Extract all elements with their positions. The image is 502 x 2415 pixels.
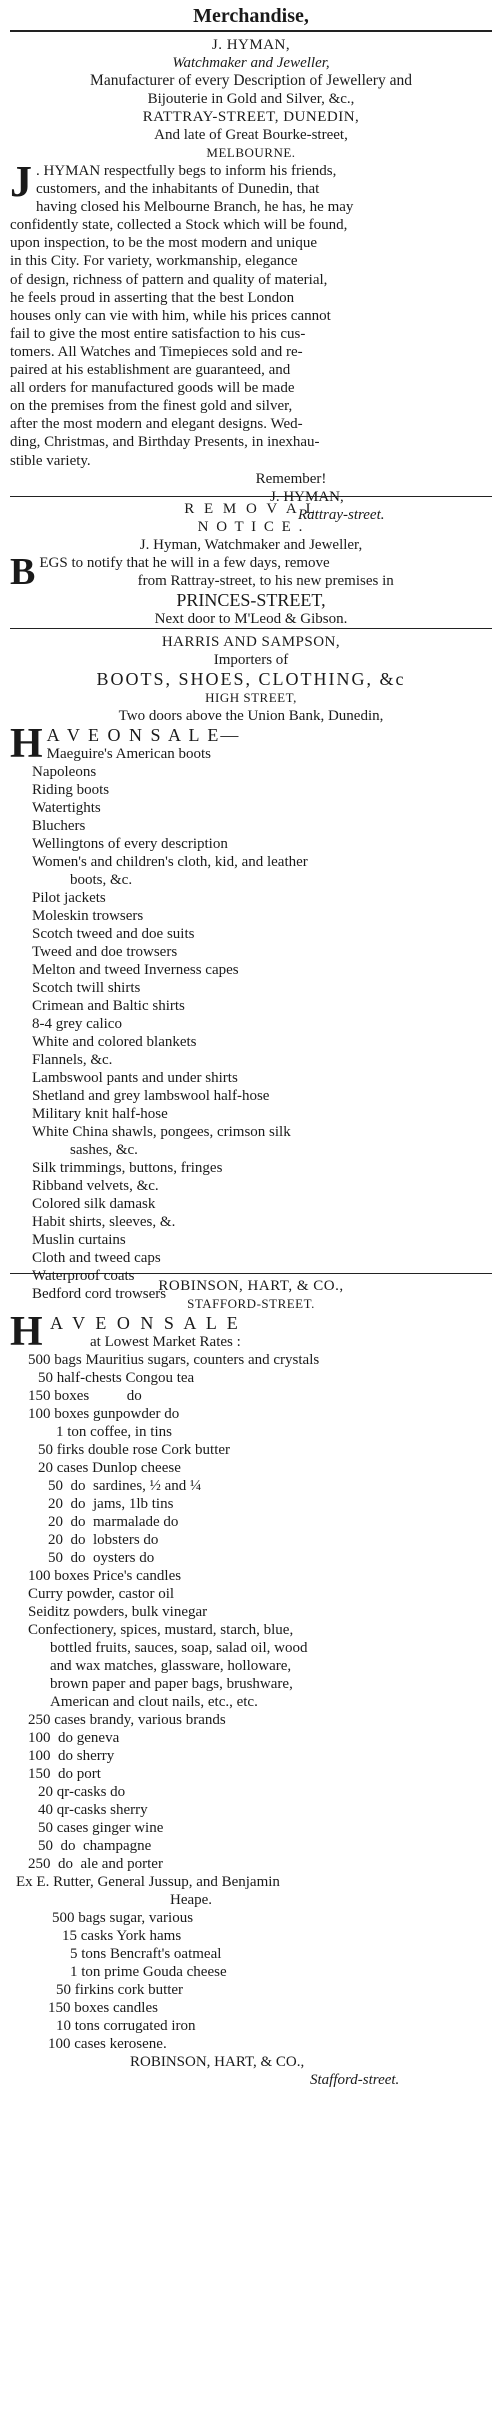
list-item: 500 bags Mauritius sugars, counters and crystals	[28, 1352, 320, 1368]
list-item: Maeguire's American boots	[46, 746, 211, 762]
list-item: 150 boxes do	[28, 1388, 142, 1404]
have-on-sale: A V E O N S A L E—	[46, 725, 241, 745]
body-line: customers, and the inhabitants of Dunedin, that	[36, 181, 320, 198]
advertiser-name: J. HYMAN,	[211, 37, 291, 53]
list-item: Scotch tweed and doe suits	[32, 926, 195, 942]
body-line: houses only can vie with him, while his prices cannot	[10, 307, 331, 324]
list-item: 50 firkins cork butter	[56, 1982, 184, 1998]
robinson-hart-advertisement	[10, 1274, 492, 2357]
notice-from: J. Hyman, Watchmaker and Jeweller,	[139, 537, 363, 553]
list-item: 50 cases ginger wine	[38, 1820, 164, 1836]
list-item: 20 do marmalade do	[48, 1514, 179, 1530]
firm-street: STAFFORD-STREET.	[187, 1296, 315, 1311]
list-item: sashes, &c.	[70, 1142, 138, 1158]
firm-role: Importers of	[213, 652, 289, 668]
body-line: after the most modern and elegant designs. Wed-	[10, 416, 303, 433]
list-item: 50 do champagne	[38, 1838, 152, 1854]
body-line: upon inspection, to be the most modern and unique	[10, 235, 318, 252]
list-item: Colored silk damask	[32, 1196, 156, 1212]
list-item: 100 do geneva	[28, 1730, 120, 1746]
firm-name: HARRIS AND SAMPSON,	[161, 634, 341, 650]
list-item: Moleskin trowsers	[32, 908, 144, 924]
list-item: Bedford cord trowsers	[32, 1286, 167, 1302]
signature-name: J. HYMAN,	[270, 488, 344, 505]
list-item: 20 cases Dunlop cheese	[38, 1460, 181, 1476]
signature-street: Rattray-street.	[298, 506, 385, 523]
list-item: 50 half-chests Congou tea	[38, 1370, 195, 1386]
advertiser-description-cont: Bijouterie in Gold and Silver, &c.,	[147, 91, 355, 107]
list-item: Silk trimmings, buttons, fringes	[32, 1160, 223, 1176]
list-item: Heape.	[170, 1892, 213, 1908]
list-item: 8-4 grey calico	[32, 1016, 122, 1032]
body-line: in this City. For variety, workmanship, elegance	[10, 253, 298, 270]
list-item: bottled fruits, sauces, soap, salad oil, wood	[50, 1640, 308, 1656]
have-on-sale: A V E O N S A L E	[50, 1313, 241, 1333]
advertiser-address: RATTRAY-STREET, DUNEDIN,	[142, 109, 360, 125]
body-lines	[10, 180, 492, 470]
list-item: boots, &c.	[70, 872, 133, 888]
advertiser-description: Manufacturer of every Description of Jewellery and	[90, 72, 412, 89]
advertiser-address-late: And late of Great Bourke-street,	[154, 127, 348, 143]
list-item: 100 boxes gunpowder do	[28, 1406, 180, 1422]
body-line: all orders for manufactured goods will be made	[10, 380, 295, 397]
list-item: 100 cases kerosene.	[48, 2036, 167, 2052]
notice-title: R E M O V A L	[184, 501, 318, 517]
list-item: Napoleons	[32, 764, 97, 780]
body-line: confidently state, collected a Stock which will be found,	[10, 217, 348, 234]
list-item: 50 firks double rose Cork butter	[38, 1442, 231, 1458]
list-item: brown paper and paper bags, brushware,	[50, 1676, 293, 1692]
list-item: Habit shirts, sleeves, &.	[32, 1214, 176, 1230]
list-item: 1 ton prime Gouda cheese	[70, 1964, 227, 1980]
remember-note: Remember!	[255, 470, 327, 487]
new-premises: PRINCES-STREET,	[176, 590, 326, 611]
signature-street: Stafford-street.	[310, 2072, 400, 2088]
list-item: Seiditz powders, bulk vinegar	[28, 1604, 208, 1620]
removal-notice	[10, 497, 492, 628]
body-line: fail to give the most entire satisfaction to his cus-	[10, 325, 306, 342]
list-item: 20 do lobsters do	[48, 1532, 159, 1548]
body-line: he feels proud in asserting that the best London	[10, 289, 295, 306]
body-line: having closed his Melbourne Branch, he has, he may	[36, 199, 354, 216]
drop-capital: J	[10, 157, 32, 206]
advertisement-body	[10, 157, 492, 470]
firm-location: Two doors above the Union Bank, Dunedin,	[118, 708, 384, 724]
body-line: . HYMAN respectfully begs to inform his friends,	[36, 163, 337, 179]
drop-capital: H	[10, 721, 43, 767]
list-item: 5 tons Bencraft's oatmeal	[70, 1946, 222, 1962]
signature-name: ROBINSON, HART, & CO.,	[130, 2054, 305, 2070]
body-line: on the premises from the finest gold and silver,	[10, 398, 293, 415]
list-item: White China shawls, pongees, crimson silk	[32, 1124, 291, 1140]
list-item: Shetland and grey lambswool half-hose	[32, 1088, 270, 1104]
sale-header	[10, 721, 492, 767]
list-item: 100 boxes Price's candles	[28, 1568, 182, 1584]
list-item: 20 qr-casks do	[38, 1784, 126, 1800]
body-line: stible variety.	[10, 452, 91, 469]
list-item: 1 ton coffee, in tins	[56, 1424, 172, 1440]
list-item: Tweed and doe trowsers	[32, 944, 178, 960]
premises-location: Next door to M'Leod & Gibson.	[154, 611, 348, 628]
list-item: Crimean and Baltic shirts	[32, 998, 185, 1014]
list-item: White and colored blankets	[32, 1034, 197, 1050]
drop-capital: H	[10, 1309, 43, 1355]
advertiser-city: MELBOURNE.	[206, 145, 296, 160]
list-item: Muslin curtains	[32, 1232, 126, 1248]
firm-goods: BOOTS, SHOES, CLOTHING, &c	[96, 669, 406, 689]
advertiser-trade: Watchmaker and Jeweller,	[172, 55, 330, 71]
sale-header	[10, 1309, 492, 1355]
list-item: American and clout nails, etc., etc.	[50, 1694, 258, 1710]
firm-street: HIGH STREET,	[205, 690, 297, 705]
list-item: Women's and children's cloth, kid, and leather	[32, 854, 308, 870]
list-item: Ribband velvets, &c.	[32, 1178, 159, 1194]
body-line: from Rattray-street, to his new premises in	[137, 573, 394, 590]
list-item: 20 do jams, 1lb tins	[48, 1496, 174, 1512]
drop-capital: B	[10, 551, 36, 593]
list-item: Military knit half-hose	[32, 1106, 168, 1122]
list-item: 50 do sardines, ½ and ¼	[48, 1478, 202, 1494]
list-item: 40 qr-casks sherry	[38, 1802, 148, 1818]
list-item: Lambswool pants and under shirts	[32, 1070, 238, 1086]
list-item: 15 casks York hams	[62, 1928, 182, 1944]
list-item: Riding boots	[32, 782, 110, 798]
list-item: Curry powder, castor oil	[28, 1586, 175, 1602]
goods-list	[10, 1351, 492, 2053]
list-item: Watertights	[32, 800, 101, 816]
notice-body	[10, 551, 492, 593]
list-item: Flannels, &c.	[32, 1052, 113, 1068]
list-item: Scotch twill shirts	[32, 980, 141, 996]
list-item: 150 boxes candles	[48, 2000, 158, 2016]
goods-list	[10, 763, 492, 1303]
body-line: ding, Christmas, and Birthday Presents, in inexhau-	[10, 434, 320, 451]
list-item: 250 cases brandy, various brands	[28, 1712, 226, 1728]
list-item: Ex E. Rutter, General Jussup, and Benjamin	[16, 1874, 280, 1890]
body-line: paired at his establishment are guaranteed, and	[10, 362, 291, 379]
section-heading: Merchandise,	[193, 5, 309, 27]
list-item: 250 do ale and porter	[28, 1856, 163, 1872]
body-line: of design, richness of pattern and quality of material,	[10, 271, 328, 288]
list-item: Waterproof coats	[32, 1268, 135, 1284]
list-item: 150 do port	[28, 1766, 101, 1782]
list-item: Pilot jackets	[32, 890, 106, 906]
list-item: Bluchers	[32, 818, 86, 834]
list-item: 10 tons corrugated iron	[56, 2018, 196, 2034]
list-item: Melton and tweed Inverness capes	[32, 962, 239, 978]
market-rates: at Lowest Market Rates :	[90, 1334, 241, 1350]
list-item: 500 bags sugar, various	[52, 1910, 194, 1926]
notice-subtitle: N O T I C E .	[197, 519, 305, 535]
list-item: Confectionery, spices, mustard, starch, blue,	[28, 1622, 294, 1638]
body-line: tomers. All Watches and Timepieces sold and re-	[10, 343, 303, 360]
list-item: 50 do oysters do	[48, 1550, 155, 1566]
list-item: Cloth and tweed caps	[32, 1250, 161, 1266]
list-item: 100 do sherry	[28, 1748, 115, 1764]
list-item: and wax matches, glassware, holloware,	[50, 1658, 292, 1674]
list-item: Wellingtons of every description	[32, 836, 228, 852]
body-line: EGS to notify that he will in a few days, remove	[39, 555, 330, 571]
firm-name: ROBINSON, HART, & CO.,	[158, 1278, 344, 1294]
